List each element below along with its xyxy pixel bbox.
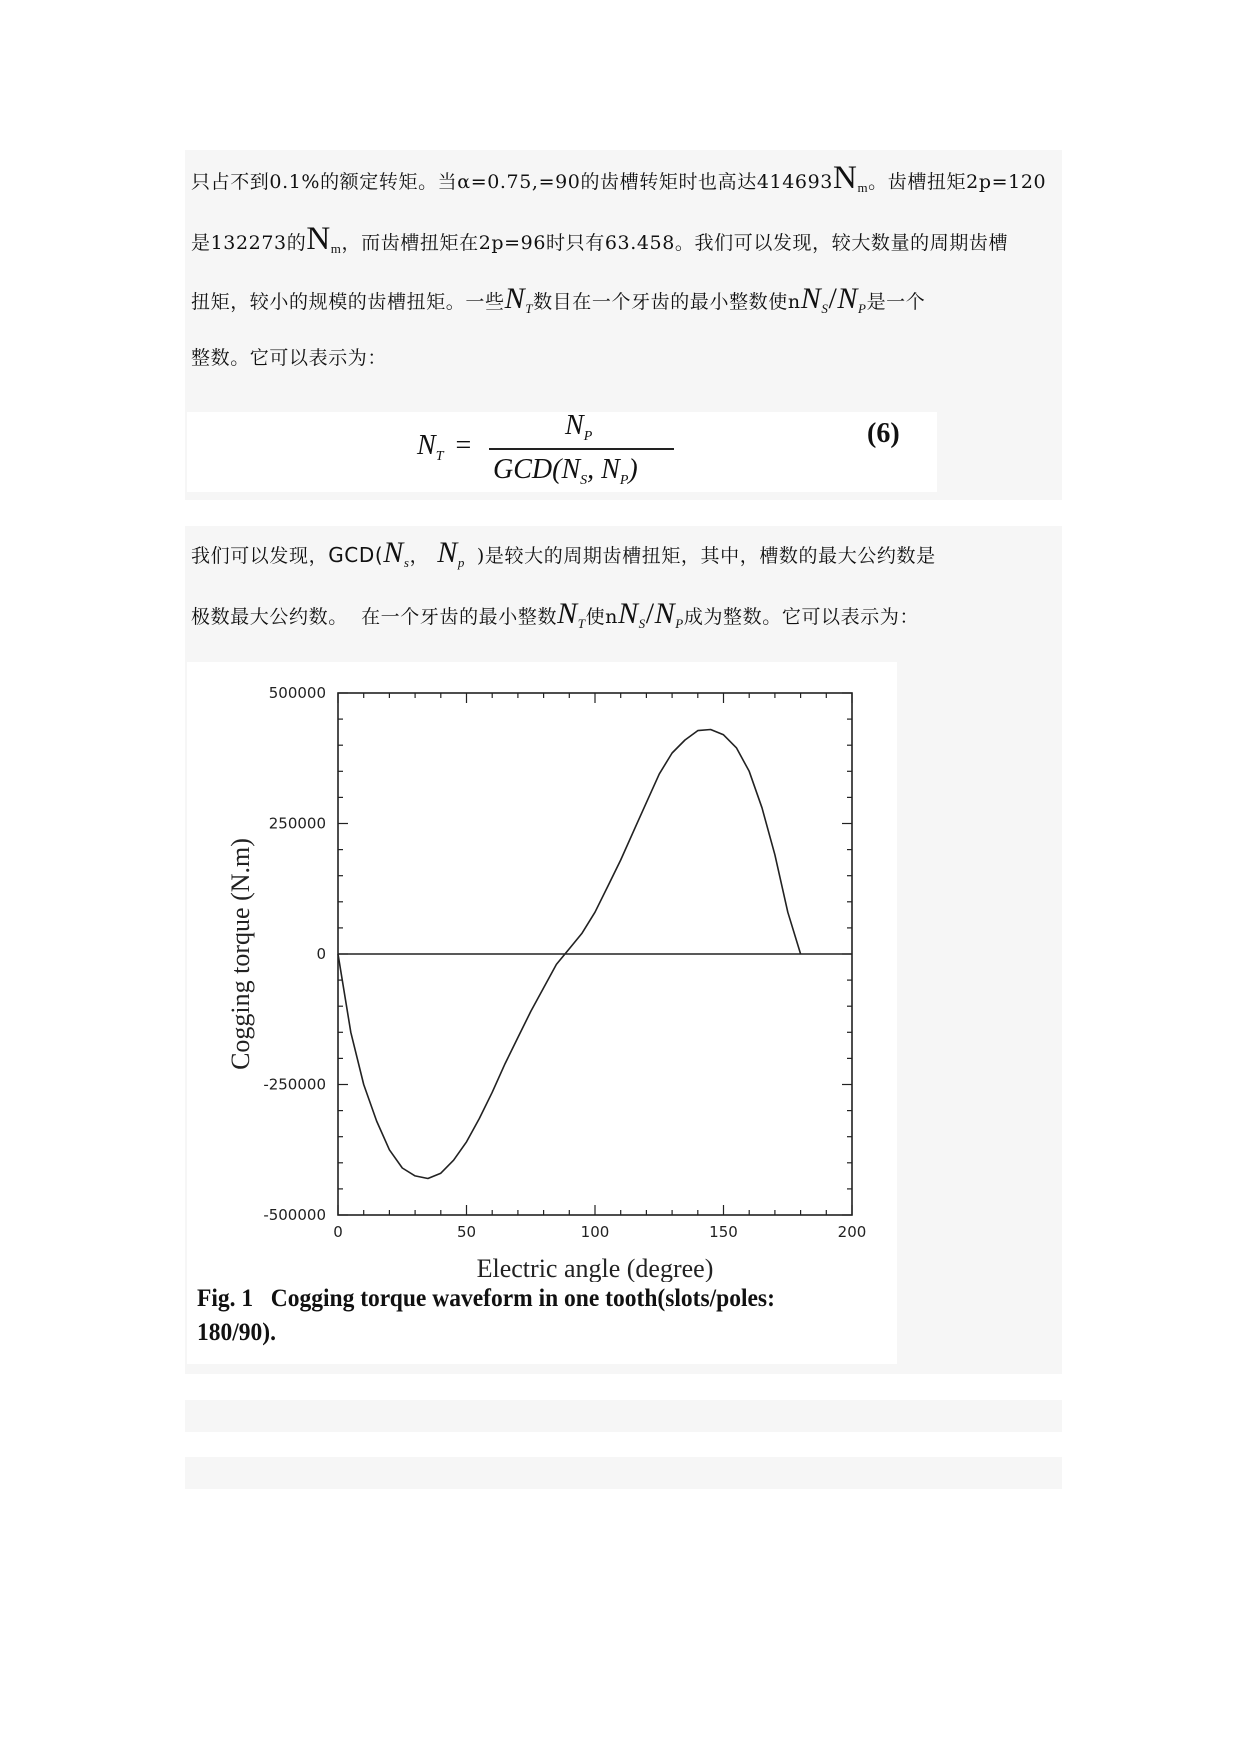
para2-line1	[191, 536, 936, 576]
text: 是一个	[866, 291, 926, 313]
text-block-2	[185, 526, 1062, 1374]
math-sub-P: P	[675, 616, 684, 631]
text: ，	[409, 545, 430, 567]
math-N: N	[833, 160, 858, 196]
gcd-text: GCD(	[328, 543, 384, 567]
math-N-S: N	[800, 282, 822, 315]
math-sub-S: S	[821, 301, 829, 316]
y-tick-label: 250000	[268, 814, 326, 833]
math-N-P: N	[654, 597, 676, 630]
text: 使n	[585, 606, 618, 628]
math-N: N	[306, 221, 331, 257]
math-sub-m: m	[330, 241, 342, 256]
x-tick-label: 150	[709, 1223, 738, 1241]
y-tick-label: 0	[316, 945, 326, 963]
fraction-bar	[489, 448, 674, 450]
equation-denominator: $GCD(N_S$, $N_P$)	[493, 454, 638, 488]
para1-line4	[191, 343, 387, 383]
text: )是较大的周期齿槽扭矩，其中，槽数的最大公约数是	[476, 545, 936, 567]
cogging-torque-chart	[187, 662, 897, 1282]
text: 数目在一个牙齿的最小整数使n	[533, 291, 801, 313]
text: 。齿槽扭矩2p=120	[868, 171, 1047, 193]
empty-block-1	[185, 1400, 1062, 1432]
math-sub-p: p	[457, 555, 465, 570]
y-tick-label: -500000	[263, 1206, 326, 1224]
text: 只占不到0.1%的额定转矩。当α=0.75,=90的齿槽转矩时也高达414693	[191, 171, 833, 193]
math-N-S: N	[618, 597, 639, 630]
math-N-T: N	[504, 282, 526, 315]
text: 是132273的	[191, 232, 307, 254]
x-tick-label: 100	[580, 1223, 610, 1241]
math-sub-s: s	[403, 555, 410, 570]
math-slash: /	[828, 282, 838, 315]
text-block-1	[185, 150, 1062, 500]
x-tick-label: 200	[837, 1223, 867, 1241]
equation-numerator: $N_P$	[565, 410, 593, 444]
y-tick-label: -250000	[263, 1075, 326, 1094]
figure-1	[187, 662, 897, 1364]
math-N-T: N	[557, 597, 578, 630]
equation-lhs: $N_T$ =	[417, 430, 472, 464]
para1-line1	[191, 160, 1046, 200]
x-tick-label: 0	[333, 1223, 343, 1241]
math-sub-m: m	[857, 180, 869, 195]
math-slash: /	[645, 597, 655, 630]
equation-6	[187, 412, 937, 492]
text: 成为整数。它可以表示为：	[683, 606, 920, 628]
y-axis-label: Cogging torque (N.m)	[226, 838, 255, 1070]
math-sub-T: T	[525, 301, 534, 316]
text: 我们可以发现，	[191, 545, 329, 567]
y-tick-label: 500000	[268, 684, 326, 702]
math-sub-S: S	[638, 616, 646, 631]
para1-line3	[191, 282, 925, 322]
empty-block-2	[185, 1457, 1062, 1489]
para1-line2	[191, 221, 1008, 261]
text: 极数最大公约数。 在一个牙齿的最小整数	[191, 606, 558, 628]
equation-number: (6)	[867, 418, 900, 449]
x-tick-label: 50	[456, 1223, 477, 1241]
math-sub-T: T	[577, 616, 586, 631]
x-axis-label: Electric angle (degree)	[476, 1254, 714, 1282]
text: 整数。它可以表示为：	[191, 347, 388, 369]
math-N-s: N	[383, 536, 404, 569]
figure-caption: Fig. 1 Cogging torque waveform in one tooth(slots/poles: 180/90).	[197, 1285, 781, 1346]
text: ，而齿槽扭矩在2p=96时只有63.458。我们可以发现，较大数量的周期齿槽	[341, 232, 1009, 254]
math-sub-P: P	[858, 301, 867, 316]
math-N-P: N	[837, 282, 859, 315]
para2-line2	[191, 597, 919, 637]
text: 扭矩，较小的规模的齿槽扭矩。一些	[191, 291, 505, 313]
math-N-p: N	[437, 536, 458, 569]
